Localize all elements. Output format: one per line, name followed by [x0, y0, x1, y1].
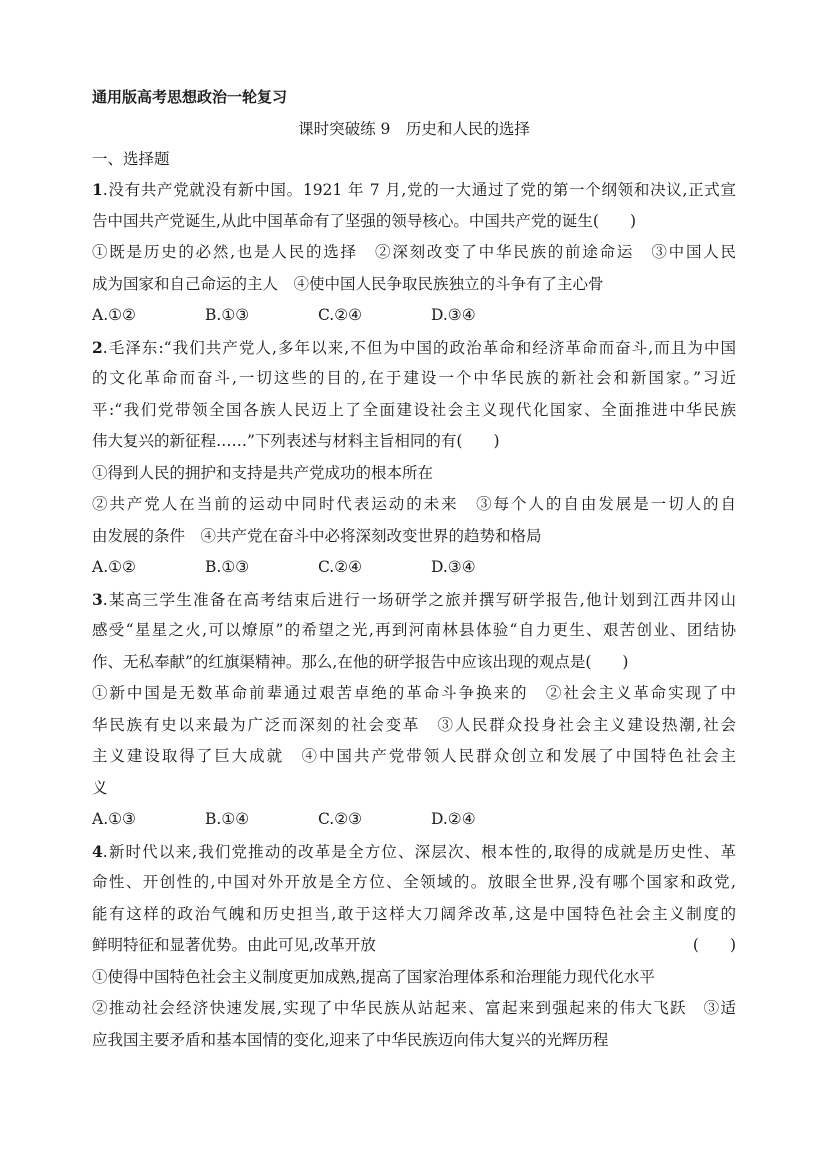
- question-stem-line: 命性、开创性的,中国对外开放是全方位、全领域的。放眼全世界,没有哪个国家和政党,: [92, 873, 736, 891]
- option-a[interactable]: A.①②: [92, 306, 136, 324]
- statement-line: ①新中国是无数革命前辈通过艰苦卓绝的革命斗争换来的 ②社会主义革命实现了中: [92, 684, 736, 702]
- question-stem-line: 伟大复兴的新征程……”下列表述与材料主旨相同的有( ): [92, 432, 500, 450]
- option-b[interactable]: B.①③: [205, 306, 250, 324]
- option-b[interactable]: B.①④: [205, 810, 250, 828]
- statement-line: 义: [92, 778, 108, 797]
- section-heading: 一、选择题: [92, 150, 170, 168]
- answer-options: [92, 300, 736, 332]
- option-d[interactable]: D.③④: [431, 306, 476, 324]
- statement-line: ②共产党人在当前的运动中同时代表运动的未来 ③每个人的自由发展是一切人的自: [92, 495, 736, 513]
- option-b[interactable]: B.①③: [205, 558, 250, 576]
- statement-line: 主义建设取得了巨大成就 ④中国共产党带领人民群众创立和发展了中国特色社会主: [92, 747, 736, 765]
- option-c[interactable]: C.②④: [318, 558, 363, 576]
- statement-line: 由发展的条件 ④共产党在奋斗中必将深刻改变世界的趋势和格局: [92, 526, 542, 545]
- answer-options: [92, 804, 736, 836]
- statement-line: 成为国家和自己命运的主人 ④使中国人民争取民族独立的斗争有了主心骨: [92, 274, 604, 293]
- statement-line: ②推动社会经济快速发展,实现了中华民族从站起来、富起来到强起来的伟大飞跃 ③适: [92, 999, 736, 1017]
- option-c[interactable]: C.②③: [318, 810, 363, 828]
- question-4: [92, 836, 736, 1057]
- statement-line: ①得到人民的拥护和支持是共产党成功的根本所在: [92, 463, 434, 482]
- question-stem-line: 3.某高三学生准备在高考结束后进行一场研学之旅并撰写研学报告,他计划到江西井冈山: [92, 589, 736, 609]
- question-stem-line: 的文化革命而奋斗,一切这些的目的,在于建设一个中华民族的新社会和新国家。”习近: [92, 369, 736, 387]
- question-stem-line: 4.新时代以来,我们党推动的改革是全方位、深层次、根本性的,取得的成就是历史性、革: [92, 841, 736, 861]
- statement-line: ①既是历史的必然,也是人民的选择 ②深刻改变了中华民族的前途命运 ③中国人民: [92, 243, 736, 261]
- question-number: 3: [92, 589, 103, 609]
- question-2: [92, 332, 736, 584]
- document-header: 通用版高考思想政治一轮复习: [92, 88, 288, 106]
- worksheet-page: [92, 84, 736, 1056]
- question-stem-line: 感受“星星之火,可以燎原”的希望之光,再到河南林县体验“自力更生、艰苦创业、团结协: [92, 621, 736, 639]
- question-stem-tail: 鲜明特征和显著优势。由此可见,改革开放: [92, 936, 376, 954]
- statement-line: 应我国主要矛盾和基本国情的变化,迎来了中华民族迈向伟大复兴的光辉历程: [92, 1030, 609, 1049]
- question-1: [92, 174, 736, 332]
- question-stem-line: [92, 930, 736, 962]
- question-number: 4: [92, 841, 103, 861]
- question-stem-line: 2.毛泽东:“我们共产党人,多年以来,不但为中国的政治革命和经济革命而奋斗,而且为中国: [92, 337, 736, 357]
- option-d[interactable]: D.③④: [431, 558, 476, 576]
- question-stem-line: 能有这样的政治气魄和历史担当,敢于这样大刀阔斧改革,这是中国特色社会主义制度的: [92, 904, 736, 923]
- lesson-title: 课时突破练 9 历史和人民的选择: [298, 120, 530, 138]
- question-stem-line: 作、无私奉献”的红旗渠精神。那么,在他的研学报告中应该出现的观点是( ): [92, 652, 629, 671]
- answer-blank: ( ): [692, 936, 736, 954]
- option-d[interactable]: D.②④: [431, 810, 476, 828]
- answer-options: [92, 552, 736, 584]
- question-stem-line: 1.没有共产党就没有新中国。1921 年 7 月,党的一大通过了党的第一个纲领和决议,正式宣: [92, 180, 736, 199]
- question-number: 1: [92, 180, 103, 199]
- statement-line: ①使得中国特色社会主义制度更加成熟,提高了国家治理体系和治理能力现代化水平: [92, 967, 655, 986]
- question-number: 2: [92, 337, 103, 357]
- option-c[interactable]: C.②④: [318, 306, 363, 324]
- question-stem-line: 平:“我们党带领全国各族人民迈上了全面建设社会主义现代化国家、全面推进中华民族: [92, 400, 736, 419]
- statement-line: 华民族有史以来最为广泛而深刻的社会变革 ③人民群众投身社会主义建设热潮,社会: [92, 715, 736, 734]
- option-a[interactable]: A.①②: [92, 558, 136, 576]
- question-3: [92, 584, 736, 836]
- question-stem-line: 告中国共产党诞生,从此中国革命有了坚强的领导核心。中国共产党的诞生( ): [92, 211, 637, 230]
- option-a[interactable]: A.①③: [92, 810, 136, 828]
